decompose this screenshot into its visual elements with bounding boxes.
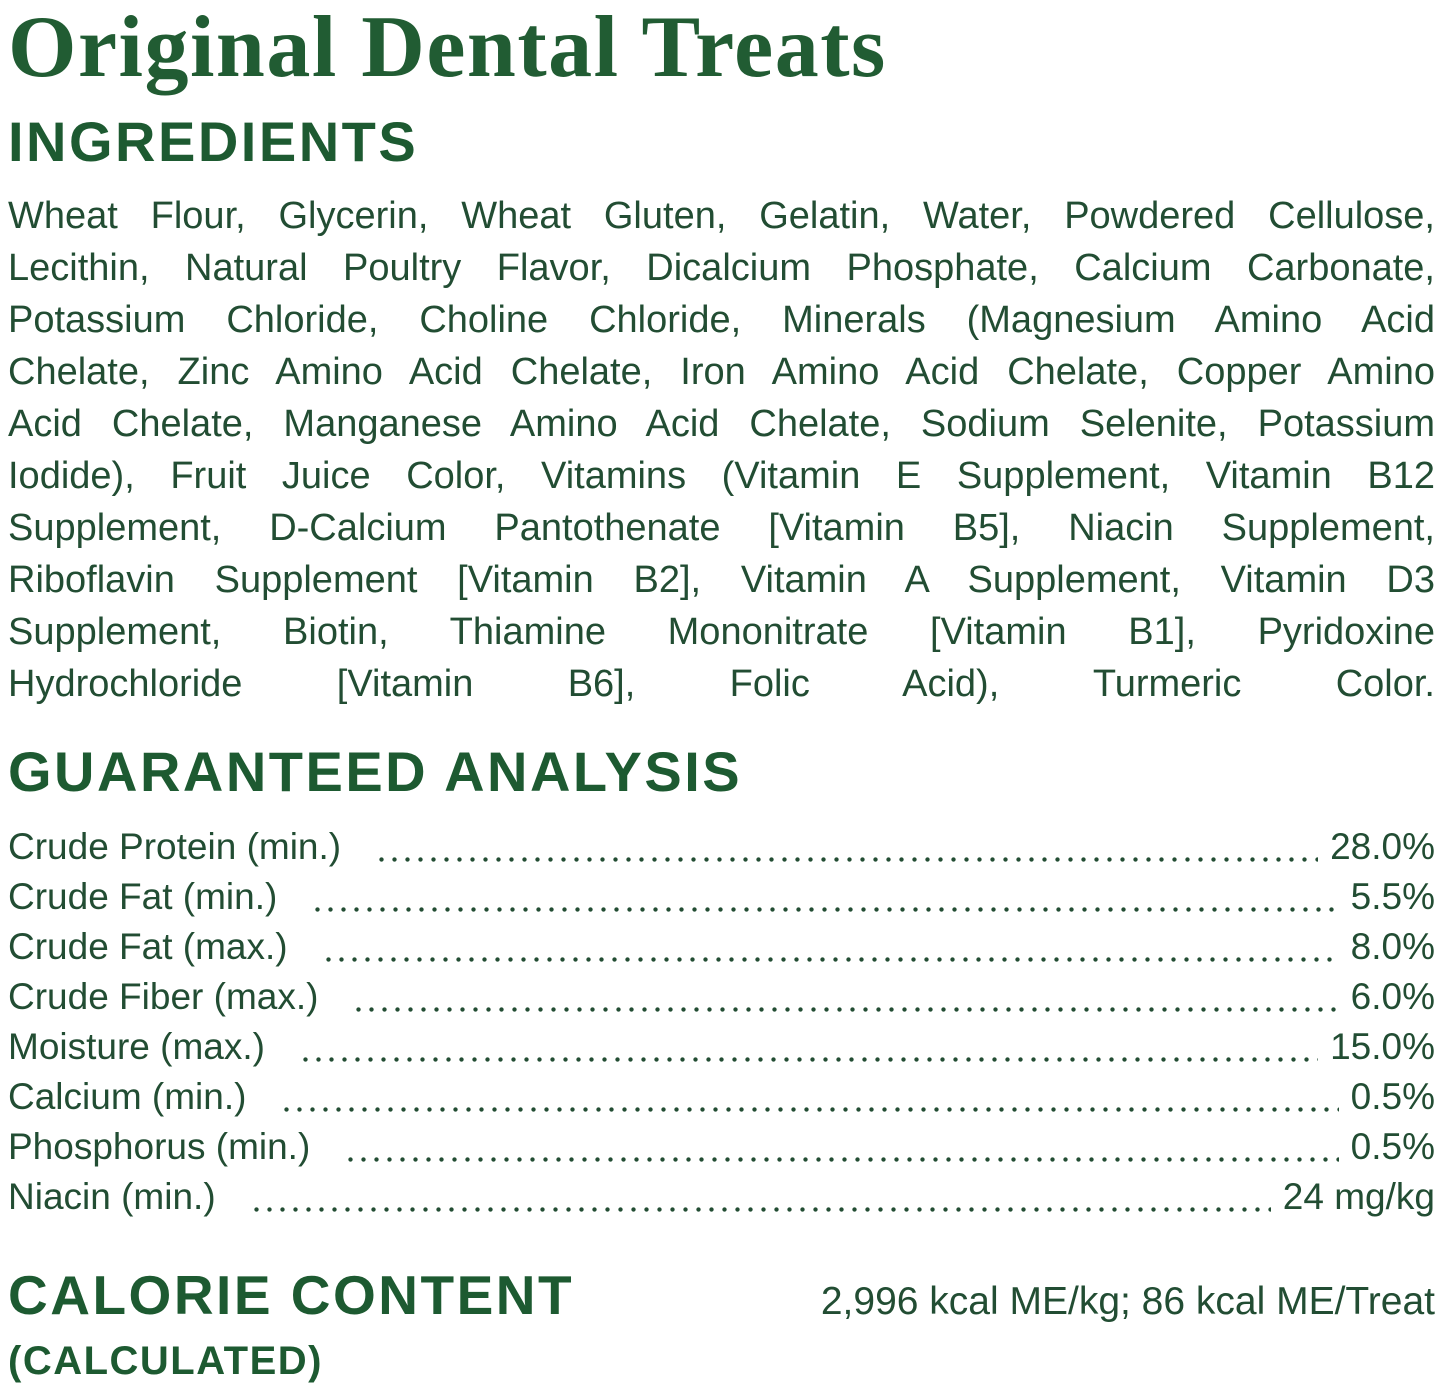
analysis-value: 28.0% bbox=[1330, 825, 1435, 867]
analysis-value: 0.5% bbox=[1350, 1075, 1435, 1117]
ingredients-line: Supplement, D-Calcium Pantothenate [Vitamin B5], Niacin Supplement, bbox=[8, 506, 1435, 549]
ingredients-line: Hydrochloride [Vitamin B6], Folic Acid), Turmeric Color. bbox=[8, 662, 1435, 705]
analysis-value: 5.5% bbox=[1350, 875, 1435, 917]
ingredients-line: Chelate, Zinc Amino Acid Chelate, Iron Amino Acid Chelate, Copper Amino bbox=[8, 350, 1435, 393]
analysis-label: Crude Protein (min.) bbox=[8, 825, 342, 867]
analysis-row bbox=[8, 972, 1435, 1022]
analysis-value: 8.0% bbox=[1350, 925, 1435, 967]
calorie-content-section bbox=[8, 1263, 1435, 1383]
dot-leader bbox=[250, 1172, 1271, 1222]
ingredients-heading: INGREDIENTS bbox=[8, 109, 419, 173]
analysis-label: Crude Fat (max.) bbox=[8, 925, 288, 967]
dot-leader bbox=[299, 1022, 1318, 1072]
ingredients-line: Iodide), Fruit Juice Color, Vitamins (Vitamin E Supplement, Vitamin B12 bbox=[8, 454, 1435, 497]
analysis-label: Calcium (min.) bbox=[8, 1075, 247, 1117]
product-title: Original Dental Treats bbox=[8, 0, 887, 96]
dot-leader bbox=[311, 872, 1338, 922]
analysis-row bbox=[8, 822, 1435, 872]
analysis-row bbox=[8, 1022, 1435, 1072]
guaranteed-analysis-table bbox=[8, 822, 1435, 1222]
analysis-row bbox=[8, 1072, 1435, 1122]
ingredients-line: Supplement, Biotin, Thiamine Mononitrate [Vitamin B1], Pyridoxine bbox=[8, 610, 1435, 653]
analysis-row bbox=[8, 922, 1435, 972]
dot-leader bbox=[280, 1072, 1338, 1122]
ingredients-line: Wheat Flour, Glycerin, Wheat Gluten, Gelatin, Water, Powdered Cellulose, bbox=[8, 194, 1435, 237]
analysis-row bbox=[8, 1122, 1435, 1172]
calorie-content-heading: CALORIE CONTENT bbox=[8, 1263, 575, 1326]
ingredients-line: Potassium Chloride, Choline Chloride, Minerals (Magnesium Amino Acid bbox=[8, 298, 1435, 341]
product-label-panel bbox=[8, 0, 1435, 1381]
ingredients-line: Riboflavin Supplement [Vitamin B2], Vitamin A Supplement, Vitamin D3 bbox=[8, 558, 1435, 601]
analysis-row bbox=[8, 872, 1435, 922]
analysis-label: Niacin (min.) bbox=[8, 1175, 216, 1217]
analysis-label: Crude Fat (min.) bbox=[8, 875, 278, 917]
analysis-value: 15.0% bbox=[1330, 1025, 1435, 1067]
analysis-value: 24 mg/kg bbox=[1282, 1175, 1435, 1217]
analysis-label: Crude Fiber (max.) bbox=[8, 975, 319, 1017]
analysis-value: 6.0% bbox=[1350, 975, 1435, 1017]
dot-leader bbox=[344, 1122, 1338, 1172]
analysis-value: 0.5% bbox=[1350, 1125, 1435, 1167]
analysis-row bbox=[8, 1172, 1435, 1222]
calorie-calculated-subheading: (CALCULATED) bbox=[8, 1338, 323, 1383]
dot-leader bbox=[375, 822, 1318, 872]
ingredients-line: Lecithin, Natural Poultry Flavor, Dicalcium Phosphate, Calcium Carbonate, bbox=[8, 246, 1435, 289]
dot-leader bbox=[352, 972, 1338, 1022]
calorie-content-headings bbox=[8, 1263, 575, 1383]
guaranteed-analysis-heading: GUARANTEED ANALYSIS bbox=[8, 739, 743, 803]
analysis-label: Phosphorus (min.) bbox=[8, 1125, 311, 1167]
ingredients-line: Acid Chelate, Manganese Amino Acid Chelate, Sodium Selenite, Potassium bbox=[8, 402, 1435, 445]
ingredients-paragraph bbox=[8, 190, 1435, 710]
analysis-label: Moisture (max.) bbox=[8, 1025, 265, 1067]
calorie-content-value: 2,996 kcal ME/kg; 86 kcal ME/Treat bbox=[820, 1279, 1435, 1323]
dot-leader bbox=[322, 922, 1339, 972]
